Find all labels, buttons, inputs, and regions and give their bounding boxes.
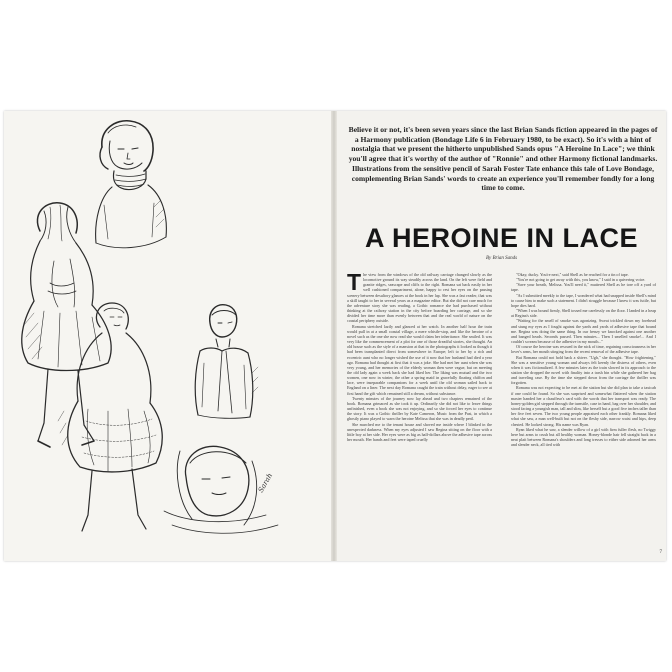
page-number: 7 <box>659 550 662 555</box>
story-paragraph: Romana was not expecting to be met at the station but she did plan to take a taxicab if one could be found. So she was surprised and somewhat flattered when the station master handed her a chauffeur's card with the words that her transport was ready. The honey-golden girl stepped through the turnstile, case in hand, bag over her shoulder, and stood facing a youngish man, tall and slim, like herself but a good five inches taller than her five feet seven. The two young people appraised each other frankly. Romana liked what she saw, a man well-built but not on the fleshy side, narrow waist and hips, deep chested. He looked strong. His name was Ryan. <box>511 385 656 427</box>
story-paragraph: Ryan liked what he saw, a slender willow of a girl with firm fuller flesh, no Twiggy here but arms to crush but all healthy woman. Honey-blonde hair fell straight back in a neat plait between Romana's shoulders and long tresses to either side adorned her arms and slender neck, all tied with <box>511 426 656 448</box>
story-paragraph: Of course the heroine was rescued in the nick of time, regaining consciousness in her lover's arms, her mouth stinging from the recent removal of the adhesive tape. <box>511 344 656 355</box>
story-paragraph: But Romana could not hold back a shiver. "Ugh," she thought. "How frightening." She was a sensitive young woman and always felt keenly the distress of others, even when it was fictionalized. A few minutes later as the train slowed in its approach to the station she dropped the novel with finality into a trash bin while she gathered her bag and traveling case. By the time she stepped down from the carriage the thriller was forgotten. <box>511 354 656 386</box>
magazine-spread <box>4 111 666 561</box>
article-title: A HEROINE IN LACE <box>364 223 638 253</box>
drop-cap: T <box>347 269 362 295</box>
story-paragraph: "Save your breath, Melissa. You'll need it," muttered Shell as he tore off a yard of tape. <box>511 282 656 293</box>
byline: By Brian Sands <box>485 256 518 261</box>
story-paragraph: "Okay, ducky. You're next," said Shell as he reached for a tin of tape. <box>516 272 629 277</box>
right-page <box>337 111 666 561</box>
pencil-illustration <box>4 111 333 561</box>
story-paragraph: "Waiting for the smell of smoke was agonizing. Sweat trickled down my forehead and stung my eyes as I fought against the yards and yards of adhesive tape that bound me. Regina was doing the same thing. In our frenzy we knocked against one another and banged heads. Seconds passed. Then minutes... Then I smelled smoke!... And I couldn't scream because of the adhesive in my mouth..." <box>511 318 656 345</box>
story-paragraph: "You're not going to get away with this, you know," I said in a quivering voice. <box>516 277 646 283</box>
artist-signature: Sarah <box>256 471 275 494</box>
story-paragraph: "When I was bound firmly, Shell tossed me carelessly on the floor. I landed in a heap at Regina's side. <box>511 308 656 319</box>
story-paragraph-text: he view from the windows of the old railway carriage changed slowly as the locomotive ground its way steadily across the land. On the left were field and granite ridges, seascape and cliffs to the right. Romana sat back easily in her well cushioned compartment, alone, happy to rest her eyes on the passing scenery between desultory glances at the book in her lap. She was a fast reader, that was a skill taught to her in several years as a magazine editor. But she did not care much for the adventure story she was reading, a Gothic romance she had purchased without thinking at the railway station in the city before boarding her carriage, and so she divided her time more than evenly between that and the real world of nature on the coastal periphery outside. <box>347 272 492 324</box>
story-column-left <box>347 269 492 442</box>
intro-paragraph: Believe it or not, it's been seven years since the last Brian Sands fiction appeared in the pages of a Harmony publication (Bondage Life 6 in February 1980, to be exact). So it's with a hint of nostalgia that we present the hitherto unpublished Sands opus "A Heroine In Lace"; we think you'll agree that it's worthy of the author of "Ronnie" and other Harmony fictional landmarks. Illustrations from the sensitive pencil of Sarah Foster Tate enhance this tale of Love Bondage, complementing Brian Sands' words to create an experience you'll remember fondly for a long time to come. <box>348 125 658 193</box>
story-paragraph: "As I submitted meekly to the tape, I wondered what had snapped inside Shell's mind to cause him to make such a statement. I didn't struggle because I knew it was futile, but hope dies hard. <box>511 292 656 308</box>
story-paragraph: Romana stretched lazily and glanced at her watch. In another half hour the train would pull in at a small coastal village, a mere whistle-stop, and like the heroine of a novel such as the one she now read she would claim her inheritance. She smiled. It was very like the commencement of a plot for one of those dreadful stories, she thought. An old house such as the style of a mansion at that in the photographs it looked as though it had been transplanted direct from somewhere in Europe; left to her by a rich and eccentric aunt who no longer wished the use of it now that her husband had died a year ago. Romana had thought at first that it was a joke. She had met her aunt when she was very young, and her memories of the elderly woman then were vague, but on meeting the old lady again a week back she had liked her. The liking was mutual and the two women, one now in winter, the other a spring maid in gracefully floating chiffon and lace, were inseparable companions for a week until the old woman sailed back to England on a liner. The next day Romana caught the train without delay, eager to see at first hand the gift which remained still a dream, without substance. <box>347 323 492 396</box>
left-page <box>4 111 333 561</box>
story-paragraph: Twenty minutes of the journey now lay ahead and two chapters remained of the book. Romana grimaced as she took it up. Ordinarily she did not like to leave things unfinished, even a book she was not enjoying, and so she forced her eyes to continue the story. It was a Gothic thriller by Kate Cameron, Music from the Past, in which a ghostly piano played to warn the heroine Melissa that she was in deadly peril. <box>347 395 492 422</box>
story-column-right <box>511 272 656 447</box>
story-paragraph <box>347 269 492 324</box>
story-paragraph: She marched me to the tenant house and shoved me inside where I blinked in the unexpected darkness. When my eyes adjusted I saw Regina sitting on the floor with a little boy at her side. Her eyes were as big as half-dollars above the adhesive tape across her mouth. Her hands and feet were taped cruelly <box>347 421 492 442</box>
